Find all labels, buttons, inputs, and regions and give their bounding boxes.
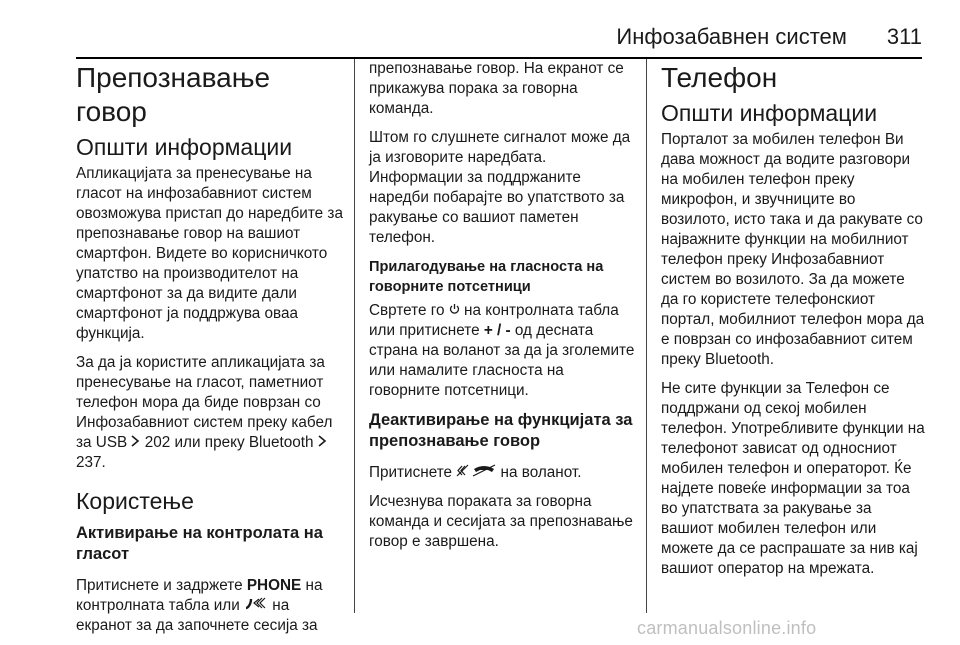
subsection-title: Користење (76, 488, 194, 514)
page-number: 311 (886, 24, 922, 49)
paragraph: Притиснете на воланот. (369, 464, 582, 481)
paragraph: Притиснете и задржете PHONE на контролната табла или на екранот за да започнете сесија за (76, 577, 323, 634)
column-divider (646, 59, 647, 613)
paragraph: Штом го слушнете сигналот може да ја изговорите наредбата. Информации за поддржаните наредби побарајте во упатството за ракување со вашиот паметен телефон. (369, 129, 631, 246)
page-ref[interactable]: 202 (144, 434, 171, 451)
topic-heading: Деактивирање на функцијата за препознавање говор (369, 411, 633, 450)
subsection-title: Општи информации (661, 100, 878, 126)
column-left (76, 59, 344, 645)
section-title: Телефон (661, 62, 778, 93)
paragraph: Апликацијата за пренесување на гласот на инфозабавниот систем овозможува пристап до наредбите за препознавање говор на вашиот смартфон. Видете во корисничкото упатство на производителот на смартфонот за да видите дали смартфонот ја поддржува оваа функција. (76, 165, 343, 342)
paragraph: Не сите функции за Телефон се поддржани од секој мобилен телефон. Употребливите функции на телефонот зависат од односниот мобилен телефон и операторот. Ќе најдете повеќе информации за тоа во упатствата за ракување за вашиот мобилен телефон или можете да се распрашате за нив кај вашиот оператор на мрежата. (661, 380, 925, 577)
key-label: PHONE (246, 577, 302, 594)
key-label: + / - (483, 322, 511, 339)
paragraph: За да ја користите апликацијата за пренесување на гласот, паметниот телефон мора да биде поврзан со Инфозабавниот систем преку кабел за USB 202 или преку Bluetooth 237. (76, 354, 333, 471)
voice-recognition-icon (244, 596, 268, 610)
voice-off-icon (456, 464, 496, 477)
subsection-title: Општи информации (76, 134, 293, 160)
power-knob-icon (449, 303, 460, 315)
paragraph: Исчезнува пораката за говорна команда и сесијата за препознавање говор е завршена. (369, 493, 633, 550)
paragraph: препознавање говор. На екранот се прикажува порака за говорна команда. (369, 60, 624, 117)
paragraph: Свртете го на контролната табла или притиснете + / - од десната страна на воланот за да ја зголемите или намалите гласноста на говорните потсетници. (369, 302, 635, 399)
chapter-title: Инфозабавнен систем (616, 24, 847, 49)
watermark: carmanualsonline.info (637, 618, 817, 638)
section-title: Препознавање говор (76, 62, 271, 127)
page-reference-arrow-icon (131, 435, 140, 447)
page-header (616, 24, 922, 50)
topic-heading: Прилагодување на гласноста на говорните потсетници (369, 259, 604, 295)
column-divider (354, 59, 355, 613)
column-right (661, 59, 926, 588)
page-ref[interactable]: 237. (76, 454, 106, 471)
paragraph: Порталот за мобилен телефон Ви дава можност да водите разговори на мобилен телефон преку микрофон, и звучниците во возилото, исто така и да ракувате со најважните функции на мобилниот телефон преку Инфозабавниот систем во возилото. За да можете да го користете телефонскиот портал, мобилниот телефон мора да е поврзан со инфозабавниот ситем преку Bluetooth. (661, 131, 925, 368)
topic-heading: Активирање на контролата на гласот (76, 524, 323, 563)
page-reference-arrow-icon (318, 435, 327, 447)
column-middle (369, 59, 635, 561)
